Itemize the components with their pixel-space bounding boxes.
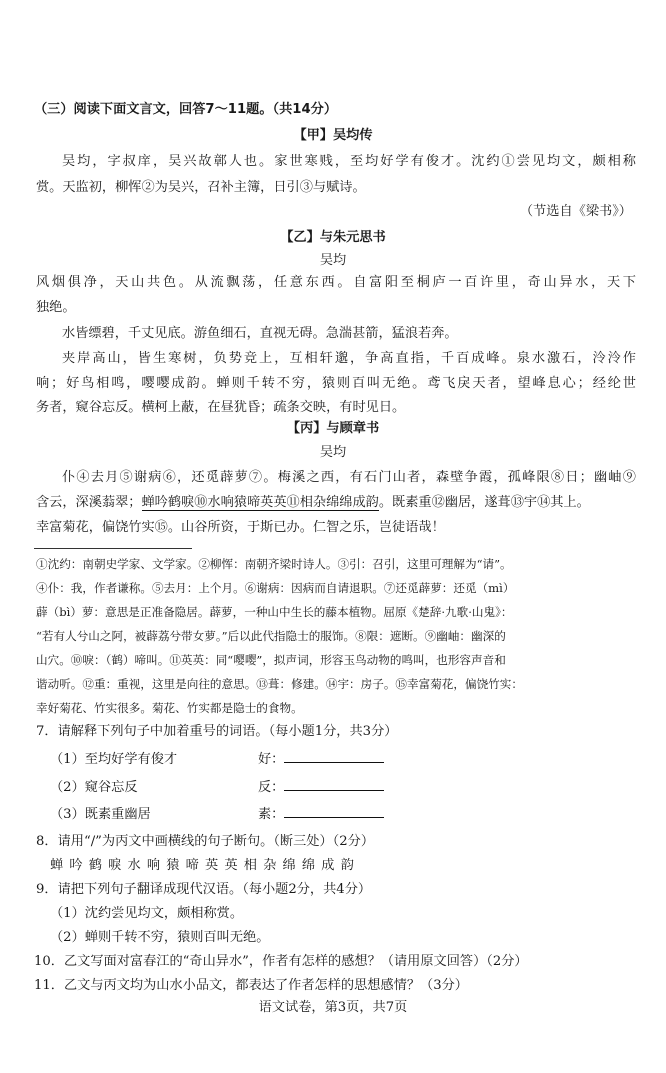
q9-item-1: （1）沈约尝见均文，颇相称赏。 [50,906,244,921]
jia-line-1: 吴均，字叔庠，吴兴故鄣人也。家世寒贱，至均好学有俊才。沈约①尝见均文，颇相称 [62,154,636,169]
q7-word-3: 素： [258,807,285,822]
q7-word-1: 好： [258,752,285,767]
q11-stem: 11．乙文与丙文均为山水小品文，都表达了作者怎样的思想感情？（3分） [34,978,468,993]
jia-source: （节选自《梁书》） [519,204,632,219]
q7-answer-3[interactable] [258,803,384,822]
q7-blank-3[interactable] [284,816,384,818]
bing-line-1: 仆④去月⑤谢病⑥，还觅薜萝⑦。梅溪之西，有石门山者，森壁争霞，孤峰限⑧日；幽岫⑨ [62,470,636,485]
bing-underlined-sentence: 蝉吟鹤唳⑩水响猿啼英英⑪相杂绵绵成韵 [141,495,379,510]
q8-stem: 8．请用“/”为丙文中画横线的句子断句。（断三处）（2分） [36,834,375,849]
q7-answer-2[interactable] [258,776,384,795]
note-line-4: “若有人兮山之阿，被薜荔兮带女萝。”后以此代指隐士的服饰。⑧限：遮断。⑨幽岫：幽深的 [36,629,506,643]
yi-p1-line-2: 独绝。 [36,300,76,315]
q7-item-2: （2）窥谷忘反 [50,780,138,795]
bing-line-2-b: 。既素重⑫幽居，遂葺⑬宇⑭其上。 [378,495,590,510]
q7-blank-1[interactable] [284,761,384,763]
bing-author: 吴均 [319,445,347,460]
note-line-3: 薜（bì）萝：意思是正准备隐居。薜萝，一种山中生长的藤本植物。屈原《楚辞·九歌·山鬼》： [36,605,513,619]
yi-p3-line-3: 务者，窥谷忘反。横柯上蔽，在昼犹昏；疏条交映，有时见日。 [36,400,406,415]
note-line-5: 山穴。⑩唳：（鹤）啼叫。⑪英英：同“嘤嘤”，拟声词，形容玉鸟动物的鸣叫，也形容声音和 [36,653,506,667]
q7-word-2: 反： [258,780,285,795]
yi-p3-line-1: 夹岸高山，皆生寒树，负势竞上，互相轩邈，争高直指，千百成峰。泉水激石，泠泠作 [62,351,636,366]
note-line-6: 谐动听。⑫重：重视，这里是向往的意思。⑬葺：修建。⑭宇：房子。⑮幸富菊花，偏饶竹实： [36,677,523,691]
q10-stem: 10．乙文写面对富春江的“奇山异水”，作者有怎样的感想？（请用原文回答）（2分） [34,954,528,969]
section-header: （三）阅读下面文言文，回答7～11题。（共14分） [34,102,338,117]
q7-answer-1[interactable] [258,748,384,767]
bing-line-2-a: 含云，深溪蓊翠； [36,495,142,510]
note-line-7: 幸好菊花、竹实很多。菊花、竹实都是隐士的食物。 [36,701,303,715]
yi-p1-line-1: 风烟俱净，天山共色。从流飘荡，任意东西。自富阳至桐庐一百许里，奇山异水，天下 [36,275,636,290]
jia-line-2: 赏。天监初，柳恽②为吴兴，召补主簿，日引③与赋诗。 [36,180,366,195]
notes-divider [34,548,192,549]
bing-line-2 [36,491,590,510]
yi-p2-line-1: 水皆缥碧，千丈见底。游鱼细石，直视无碍。急湍甚箭，猛浪若奔。 [62,326,458,341]
q7-blank-2[interactable] [284,789,384,791]
q7-stem: 7．请解释下列句子中加着重号的词语。（每小题1分，共3分） [36,724,398,739]
bing-title: 【丙】与顾章书 [286,421,380,436]
q7-item-1: （1）至均好学有俊才 [50,752,178,767]
yi-author: 吴均 [319,253,347,268]
q7-item-3: （3）既素重幽居 [50,807,151,822]
note-line-2: ④仆：我，作者谦称。⑤去月：上个月。⑥谢病：因病而自请退职。⑦还觅薜萝：还觅（mì） [36,581,515,595]
q9-item-2: （2）蝉则千转不穷，猿则百叫无绝。 [50,930,270,945]
q8-text[interactable]: 蝉 吟 鹤 唳 水 响 猿 啼 英 英 相 杂 绵 绵 成 韵 [50,858,355,873]
bing-line-3: 幸富菊花，偏饶竹实⑮。山谷所资，于斯已办。仁智之乐，岂徒语哉！ [36,520,445,535]
yi-title: 【乙】与朱元思书 [280,230,386,245]
q9-stem: 9．请把下列句子翻译成现代汉语。（每小题2分，共4分） [36,882,372,897]
yi-p3-line-2: 响；好鸟相鸣，嘤嘤成韵。蝉则千转不穷，猿则百叫无绝。鸢飞戾天者，望峰息心；经纶世 [36,376,636,391]
page-footer: 语文试卷，第3页，共7页 [258,1000,408,1015]
jia-title: 【甲】吴均传 [293,128,373,143]
note-line-1: ①沈约：南朝史学家、文学家。②柳恽：南朝齐梁时诗人。③引：召引，这里可理解为“请”。 [36,557,512,571]
